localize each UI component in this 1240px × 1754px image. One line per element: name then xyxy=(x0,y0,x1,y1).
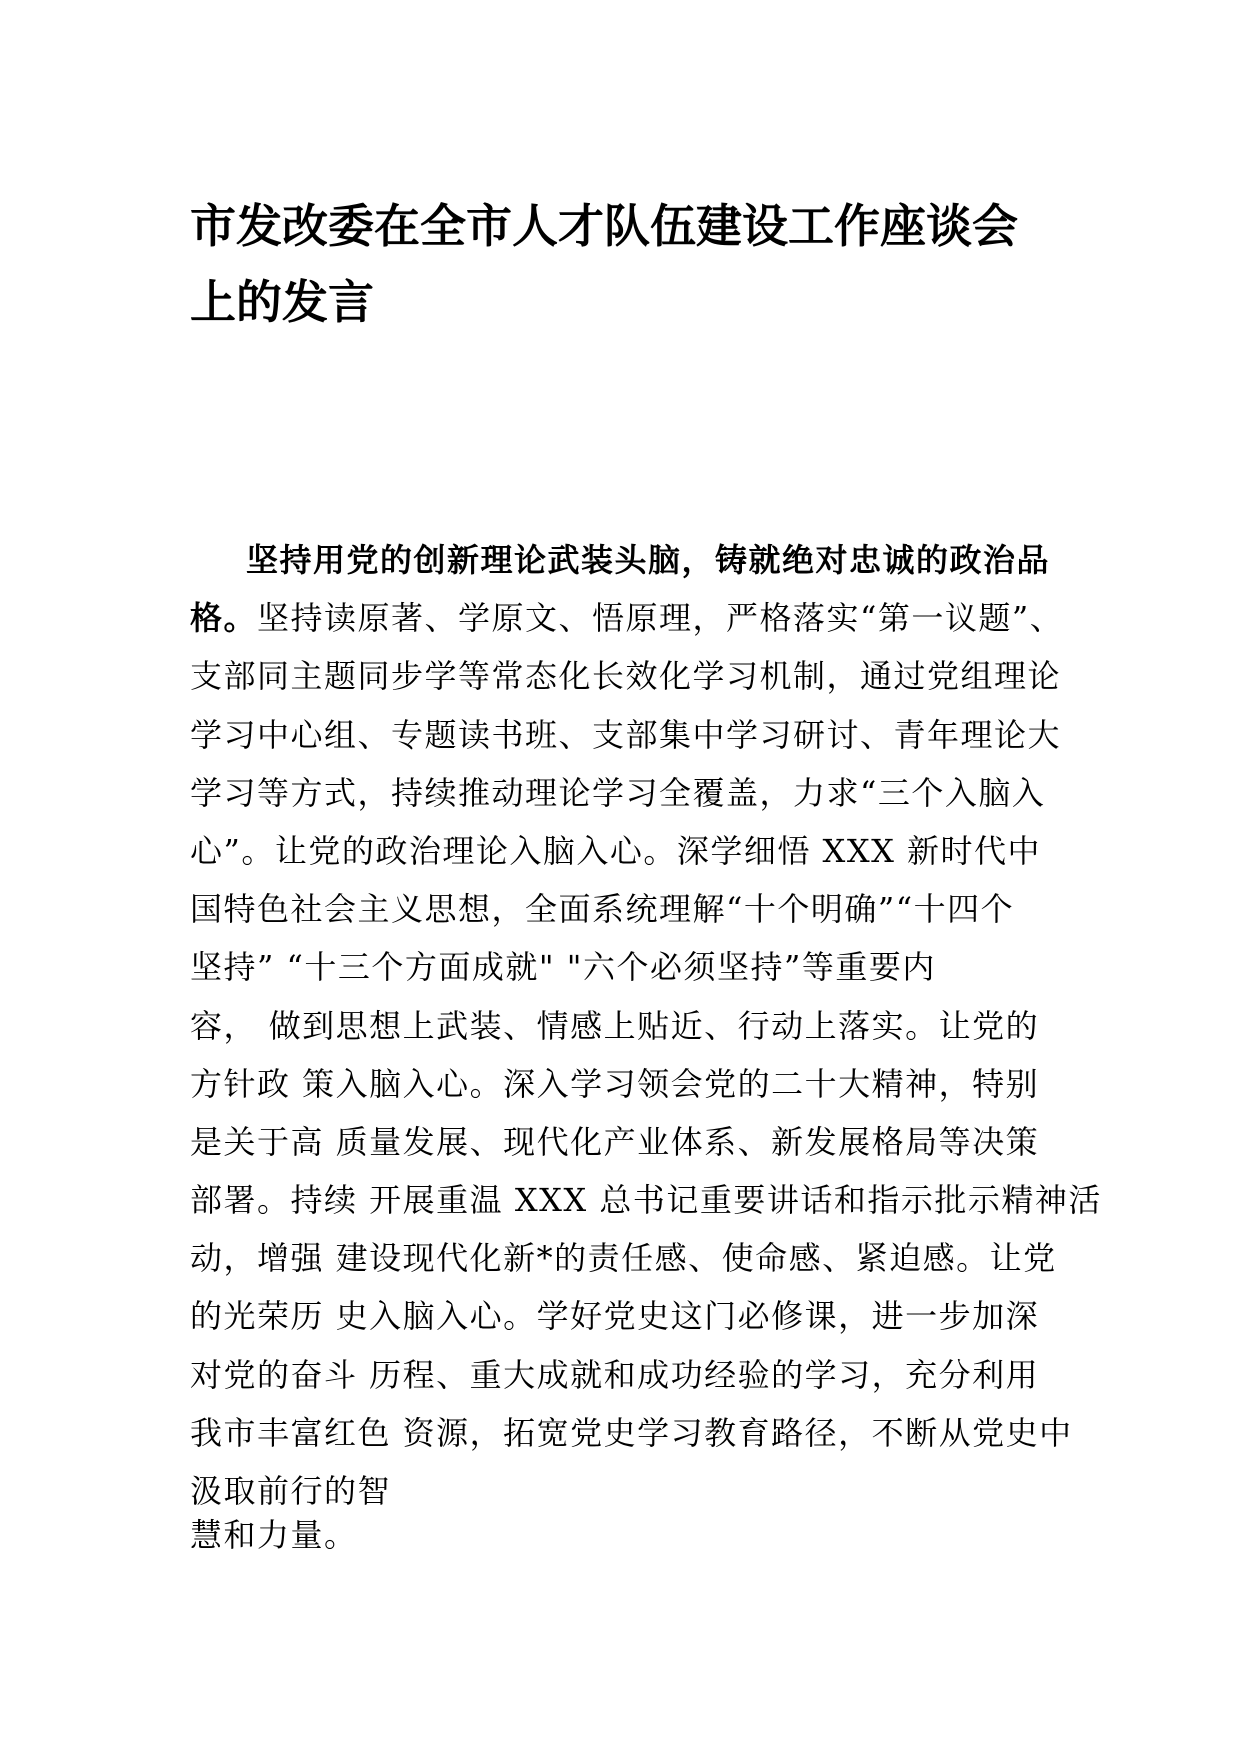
title-line-1: 市发改委在全市人才队伍建设工作座谈会 xyxy=(190,199,1018,253)
paragraph-line: 对党的奋斗 历程、重大成就和成功经验的学习，充分利用 xyxy=(190,1355,1040,1394)
paragraph-line: 支部同主题同步学等常态化长效化学习机制，通过党组理论 xyxy=(190,657,1062,696)
paragraph-line: 学习等方式，持续推动理论学习全覆盖，力求“三个入脑入 xyxy=(190,773,1046,812)
title-line-2: 上的发言 xyxy=(190,275,374,329)
paragraph-line: 部署。持续 开展重温 XXX 总书记重要讲话和指示批示精神活 xyxy=(190,1181,1102,1220)
paragraph-line: 的光荣历 史入脑入心。学好党史这门必修课，进一步加深 xyxy=(190,1297,1040,1336)
body-paragraph xyxy=(190,531,1102,1520)
paragraph-line: 容， 做到思想上武装、情感上贴近、行动上落实。让党的 xyxy=(190,1006,1040,1045)
paragraph-line: 是关于高 质量发展、现代化产业体系、新发展格局等决策 xyxy=(190,1122,1040,1161)
paragraph-lead-line: 坚持用党的创新理论武装头脑，铸就绝对忠诚的政治品 xyxy=(246,541,1051,579)
document-title xyxy=(190,188,1090,340)
paragraph-last-line: 慧和力量。 xyxy=(190,1516,358,1554)
paragraph-line: 汲取前行的智 xyxy=(190,1472,392,1510)
paragraph-line: 国特色社会主义思想，全面系统理解“十个明确”“十四个 xyxy=(190,890,1015,929)
paragraph-line: 方针政 策入脑入心。深入学习领会党的二十大精神，特别 xyxy=(190,1064,1040,1103)
paragraph-line: 我市丰富红色 资源，拓宽党史学习教育路径，不断从党史中 xyxy=(190,1413,1073,1452)
paragraph-lead-end: 格。 xyxy=(190,599,258,638)
paragraph-line xyxy=(190,589,1080,647)
paragraph-text: 坚持读原著、学原文、悟原理，严格落实“第一议题”、 xyxy=(257,599,1064,638)
paragraph-line: 坚持” “十三个方面成就" "六个必须坚持”等重要内 xyxy=(190,948,936,987)
paragraph-line: 动，增强 建设现代化新*的责任感、使命感、紧迫感。让党 xyxy=(190,1239,1057,1278)
paragraph-line: 学习中心组、专题读书班、支部集中学习研讨、青年理论大 xyxy=(190,715,1062,754)
paragraph-line: 心”。让党的政治理论入脑入心。深学细悟 XXX 新时代中 xyxy=(190,831,1042,870)
